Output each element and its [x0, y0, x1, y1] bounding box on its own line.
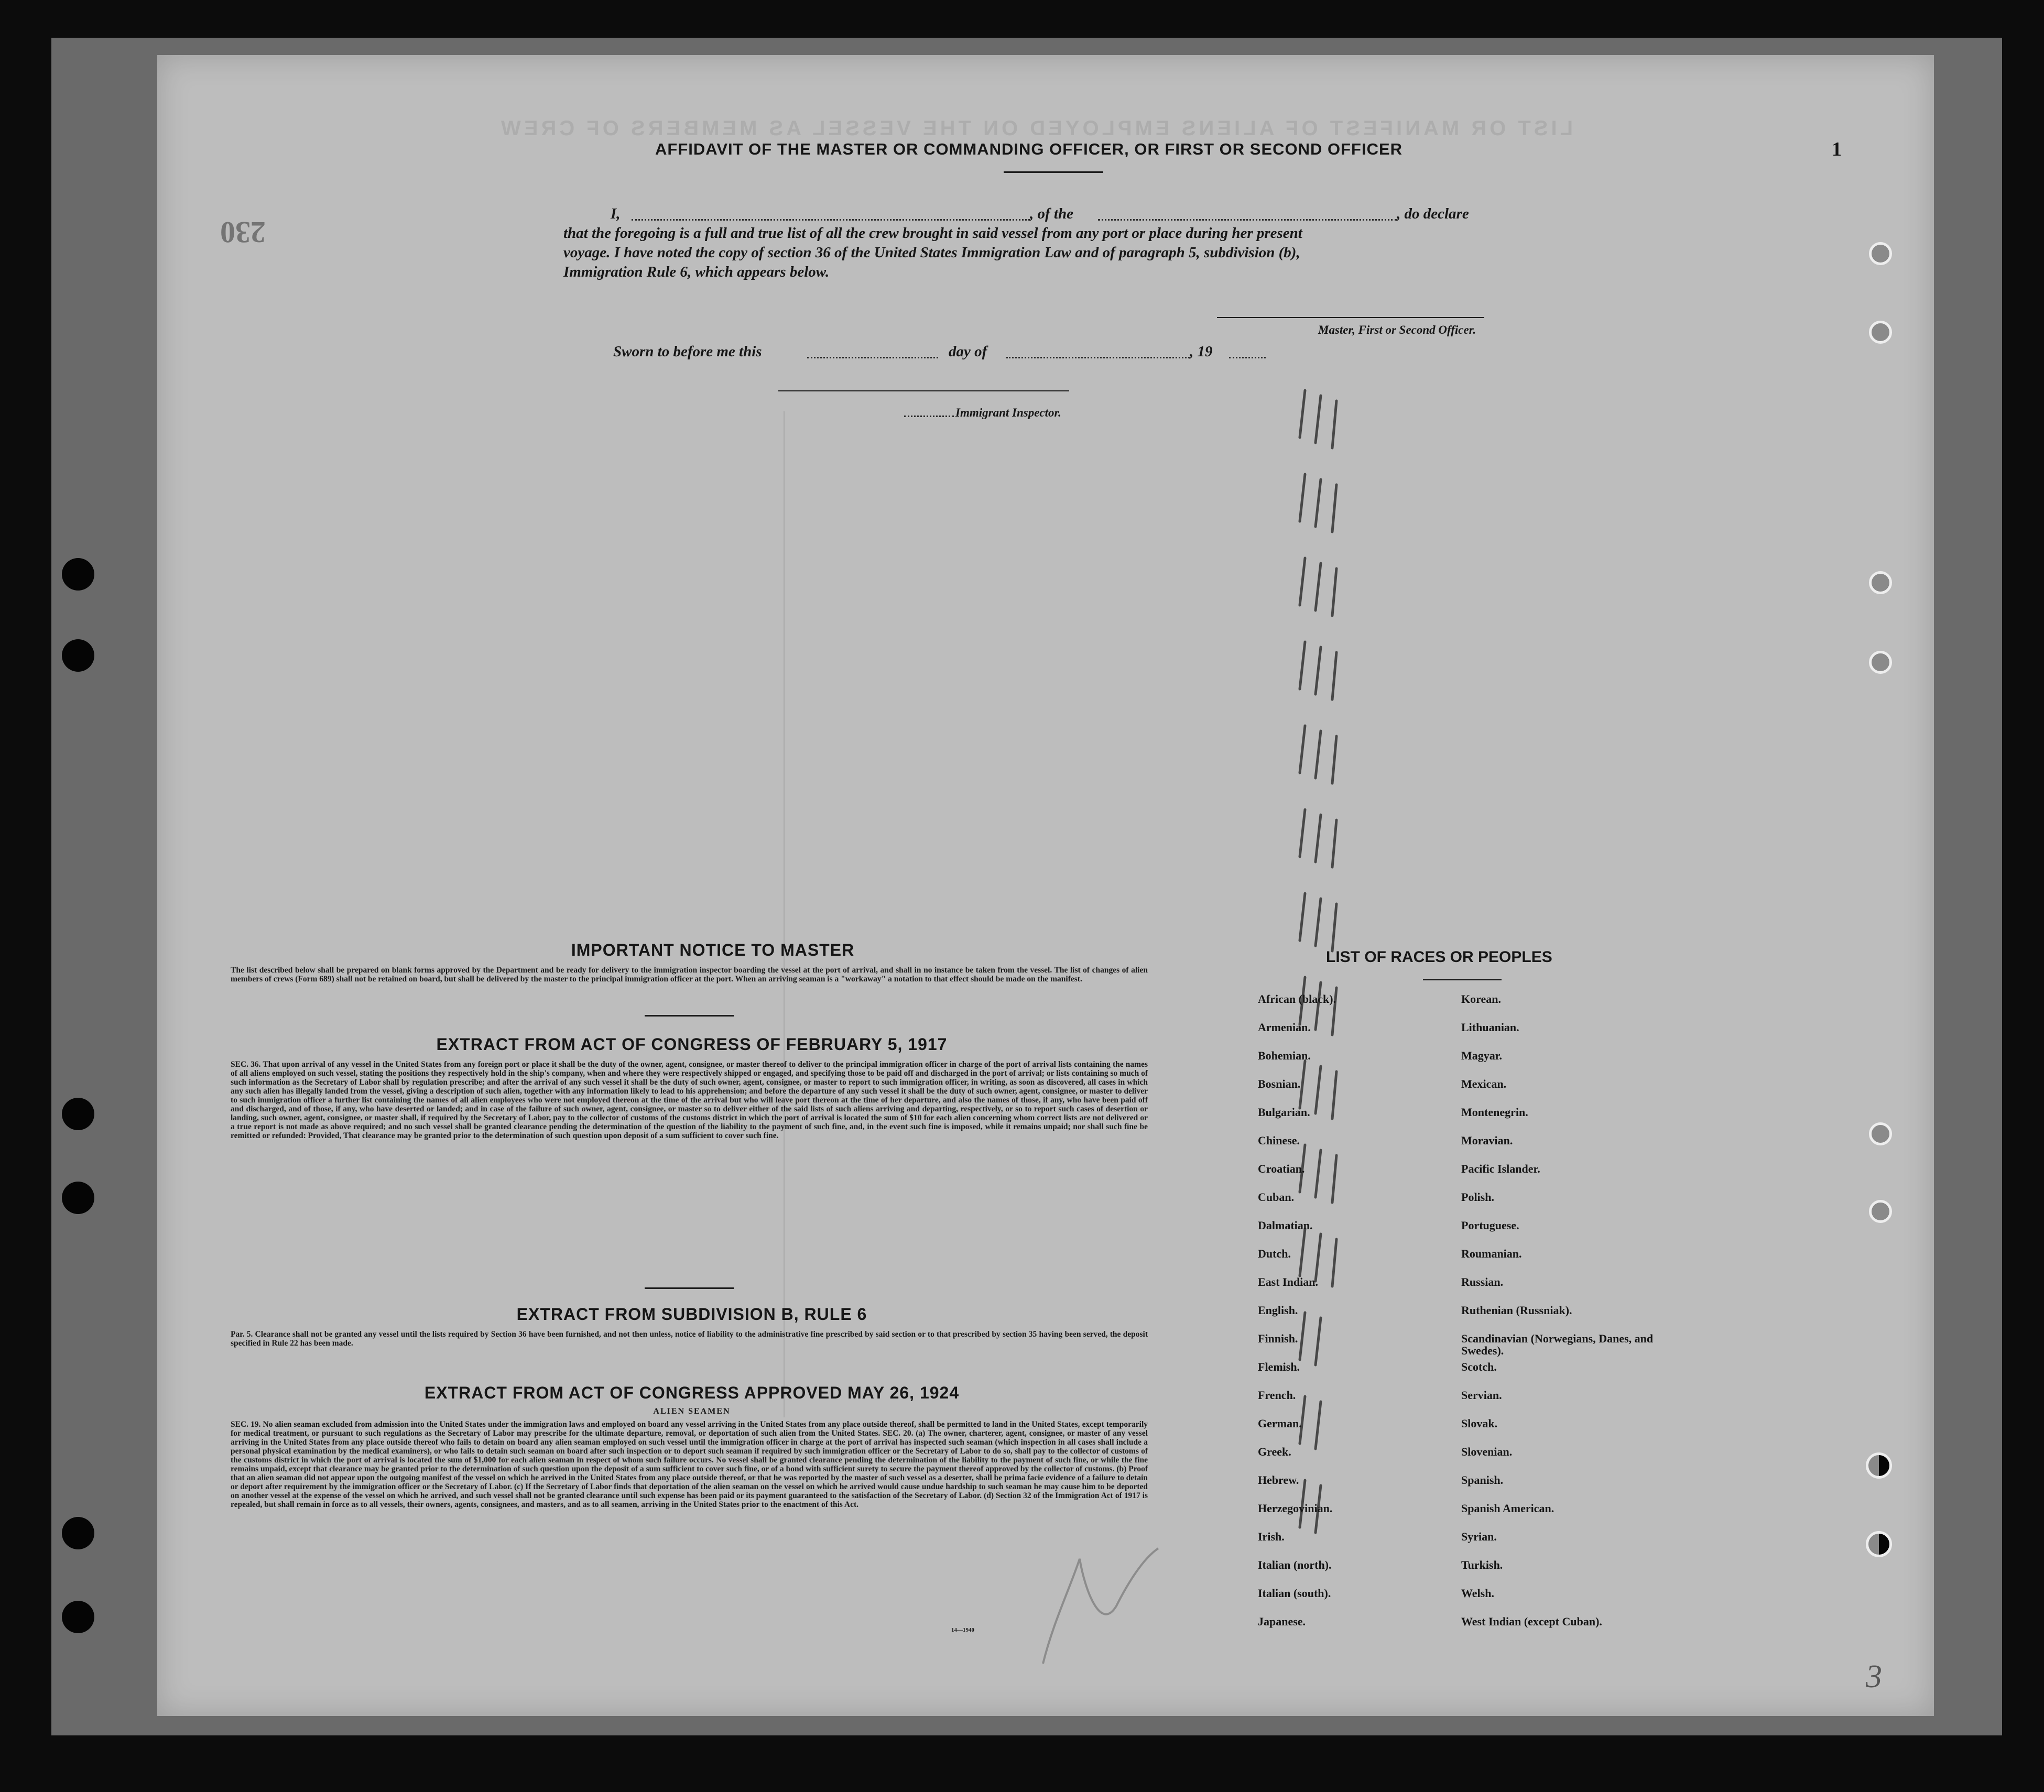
race-item: Dalmatian. [1258, 1219, 1313, 1232]
binder-hole [62, 1601, 94, 1633]
binder-hole [1869, 1122, 1892, 1145]
races-title: LIST OF RACES OR PEOPLES [1326, 948, 1552, 966]
extract-1924-subtitle: ALIEN SEAMEN [653, 1407, 731, 1416]
binder-hole [62, 639, 94, 672]
pencil-scribble [1022, 1527, 1190, 1679]
extract-rule6-text: Par. 5. Clearance shall not be granted any vessel until the lists required by Section 36 have been furnished, and not then unless, notice of liability to the administrative fine prescribed by said section or to that prescribed by section 35 having been served, the deposit specified in Rule 22 has been made. [231, 1330, 1148, 1348]
race-item: Portuguese. [1461, 1219, 1519, 1232]
race-item: Spanish. [1461, 1473, 1504, 1487]
form-number: 14—1940 [951, 1627, 974, 1633]
race-item: Slovak. [1461, 1417, 1498, 1430]
race-item: Pacific Islander. [1461, 1162, 1540, 1175]
day-of-text: day of [949, 343, 987, 360]
binder-hole [1869, 321, 1892, 344]
master-signature-label: Master, First or Second Officer. [1318, 323, 1476, 336]
race-item: Ruthenian (Russniak). [1461, 1304, 1572, 1317]
binder-hole [62, 1098, 94, 1130]
race-item: Lithuanian. [1461, 1021, 1519, 1034]
race-item: Scandinavian (Norwegians, Danes, and Swedes). [1461, 1332, 1654, 1357]
extract-1917-title: EXTRACT FROM ACT OF CONGRESS OF FEBRUARY 5, 1917 [436, 1035, 948, 1054]
binder-hole [1866, 1531, 1892, 1557]
affidavit-title: AFFIDAVIT OF THE MASTER OR COMMANDING OFFICER, OR FIRST OR SECOND OFFICER [655, 140, 1403, 158]
stamp-number: 230 [220, 215, 266, 249]
binder-hole [1869, 571, 1892, 594]
faint-header-bleedthrough: LIST OR MANIFEST OF ALIENS EMPLOYED ON THE VESSEL AS MEMBERS OF CREW [498, 117, 1573, 140]
notice-text: The list described below shall be prepared on blank forms approved by the Department and be ready for delivery to the immigration inspector boarding the vessel at the port of arrival, and shall in no instance be taken from the vessel. The list of changes of alien members of crews (Form 689) shall not be retained on board, but shall be delivered by the master to the principal immigration officer at the port. When an arriving seaman is a "workaway" a notation to that effect should be made on the manifest. [231, 966, 1148, 984]
inspector-signature-line [778, 390, 1069, 391]
race-item: Scotch. [1461, 1360, 1497, 1373]
race-item: Syrian. [1461, 1530, 1497, 1543]
page-mark: 1 [1832, 138, 1842, 160]
declaration-line-4: Immigration Rule 6, which appears below. [563, 264, 830, 280]
binder-hole [62, 558, 94, 591]
declaration-line-2: that the foregoing is a full and true list of all the crew brought in said vessel from any port or place during her present [563, 225, 1302, 242]
binder-hole [62, 1182, 94, 1214]
race-item: Italian (south). [1258, 1587, 1331, 1600]
race-item: Roumanian. [1461, 1247, 1522, 1260]
race-item: Bulgarian. [1258, 1106, 1310, 1119]
master-signature-line [1217, 317, 1484, 318]
race-item: Irish. [1258, 1530, 1285, 1543]
race-item: Herzegovinian. [1258, 1502, 1333, 1515]
race-item: German. [1258, 1417, 1302, 1430]
declaration-i: I, [611, 205, 621, 222]
race-item: Welsh. [1461, 1587, 1494, 1600]
race-item: Montenegrin. [1461, 1106, 1528, 1119]
extract-1917-text: SEC. 36. That upon arrival of any vessel in the United States from any foreign port or place it shall be the duty of the owner, agent, consignee, or master thereof to deliver to the principal immigration officer in charge of the port of arrival lists containing the names of all aliens employed on such vessel, stating the positions they respectively hold in the ship's company, when and where they were respectively shipped or engaged, and specifying those to be paid off and discharged in the port of arrival; or lists containing so much of such information as the Secretary of Labor shall by regulation prescribe; and after the arrival of any such vessel it shall be the duty of such owner, agent, consignee, or master to report to such immigration officer, in writing, as soon as discovered, all cases in which any such alien has illegally landed from the vessel, giving a description of such alien, together with any information likely to lead to his apprehension; and before the departure of any such vessel it shall be the duty of such owner, agent, consignee, or master to deliver to such immigration officer a further list containing the names of all alien employees who were not employed thereon at the time of the arrival but who will leave port thereon at the time of her departure, and also the names of those, if any, who have been paid off and discharged, and of those, if any, who have deserted or landed; and in case of the failure of such owner, agent, consignee, or master so to deliver either of the said lists of such aliens arriving and departing, respectively, or so to report such cases of desertion or landing, such owner, agent, consignee, or master shall, if required by the Secretary of Labor, pay to the collector of customs of the customs district in which the port of arrival is located the sum of $10 for each alien concerning whom correct lists are not delivered or a true report is not made as above required; and no such vessel shall be granted clearance pending the determination of the question of the liability to the payment of such fine, and, in the event such fine is imposed, while it remains unpaid; nor shall such fine be remitted or refunded: Provided, That clearance may be granted prior to the determination of such question upon deposit of a sum sufficient to cover such fine. [231, 1060, 1148, 1140]
race-item: Slovenian. [1461, 1445, 1513, 1458]
race-item: Bosnian. [1258, 1077, 1301, 1090]
extract-1924-title: EXTRACT FROM ACT OF CONGRESS APPROVED MAY 26, 1924 [424, 1383, 960, 1402]
binder-hole [62, 1517, 94, 1549]
page-crease [784, 411, 785, 1417]
binder-hole [1869, 242, 1892, 265]
race-item: Bohemian. [1258, 1049, 1311, 1062]
race-item: Flemish. [1258, 1360, 1300, 1373]
race-item: Polish. [1461, 1190, 1494, 1204]
notice-title: IMPORTANT NOTICE TO MASTER [571, 941, 855, 959]
race-item: West Indian (except Cuban). [1461, 1615, 1602, 1628]
race-item: East Indian. [1258, 1275, 1318, 1288]
race-item: African (black). [1258, 992, 1336, 1006]
race-item: English. [1258, 1304, 1298, 1317]
race-item: Spanish American. [1461, 1502, 1554, 1515]
binder-hole [1869, 1200, 1892, 1223]
sworn-text: Sworn to before me this [613, 343, 762, 360]
race-item: Greek. [1258, 1445, 1291, 1458]
declaration-do-declare: , do declare [1397, 205, 1469, 222]
document-page [157, 55, 1934, 1716]
declaration-line-3: voyage. I have noted the copy of section 36 of the United States Immigration Law and of paragraph 5, subdivision (b), [563, 244, 1300, 261]
declaration-of-the: , of the [1030, 205, 1073, 222]
title-underline [1004, 171, 1103, 173]
race-item: Croatian. [1258, 1162, 1305, 1175]
year-text: , 19 [1190, 343, 1213, 360]
race-item: Chinese. [1258, 1134, 1300, 1147]
binder-hole [1866, 1452, 1892, 1479]
extract-rule6-title: EXTRACT FROM SUBDIVISION B, RULE 6 [516, 1305, 867, 1324]
extract-1924-text: SEC. 19. No alien seaman excluded from admission into the United States under the immigration laws and employed on board any vessel arriving in the United States from any place outside thereof, shall be permitted to land in the United States, except temporarily for medical treatment, or pursuant to such regulations as the Secretary of Labor may prescribe for the ultimate departure, removal, or deportation of such alien from the United States. SEC. 20. (a) The owner, charterer, agent, consignee, or master of any vessel arriving in the United States from any place outside thereof who fails to detain on board any alien seaman employed on such vessel until the immigration officer in charge at the port of arrival has inspected such seaman (which inspection in all cases shall include a personal physical examination by the medical examiners), or who fails to detain such seaman on board after such inspection or to deport such seaman if required by such immigration officer or the Secretary of Labor to do so, shall pay to the collector of customs of the customs district in which the port of arrival is located the sum of $1,000 for each alien seaman in respect of whom such failure occurs. No vessel shall be granted clearance pending the determination of the liability to the payment of such fine, or while the fine remains unpaid, except that clearance may be granted prior to the determination of such question upon the deposit of a sum sufficient to cover such fine, or of a bond with sufficient surety to secure the payment thereof approved by the collector of customs. (b) Proof that an alien seaman did not appear upon the outgoing manifest of the vessel on which he arrived in the United States from any place outside thereof, or that he was reported by the master of such vessel as a deserter, shall be prima facie evidence of a failure to detain or deport after requirement by the immigration officer or the Secretary of Labor. (c) If the Secretary of Labor finds that deportation of the alien seaman on the vessel on which he arrived would cause undue hardship to such seaman he may cause him to be deported on another vessel at the expense of the vessel on which he arrived, and such vessel shall not be granted clearance until such expense has been paid or its payment guaranteed to the satisfaction of the Secretary of Labor. (d) Section 32 of the Immigration Act of 1917 is repealed, but shall remain in force as to all vessels, their owners, agents, consignees, and masters, and as to all seamen, arriving in the United States prior to the enactment of this Act. [231, 1420, 1148, 1509]
race-item: Turkish. [1461, 1558, 1503, 1571]
race-item: Cuban. [1258, 1190, 1295, 1204]
race-item: Italian (north). [1258, 1558, 1332, 1571]
race-item: Korean. [1461, 992, 1501, 1006]
race-item: Servian. [1461, 1389, 1502, 1402]
corner-number: 3 [1866, 1659, 1882, 1695]
race-item: Russian. [1461, 1275, 1504, 1288]
race-item: Finnish. [1258, 1332, 1298, 1345]
race-item: French. [1258, 1389, 1296, 1402]
race-item: Mexican. [1461, 1077, 1507, 1090]
race-item: Magyar. [1461, 1049, 1503, 1062]
race-item: Hebrew. [1258, 1473, 1299, 1487]
race-item: Dutch. [1258, 1247, 1291, 1260]
race-item: Moravian. [1461, 1134, 1513, 1147]
binder-hole [1869, 651, 1892, 674]
race-item: Japanese. [1258, 1615, 1306, 1628]
inspector-label: Immigrant Inspector. [955, 406, 1061, 419]
race-item: Armenian. [1258, 1021, 1311, 1034]
